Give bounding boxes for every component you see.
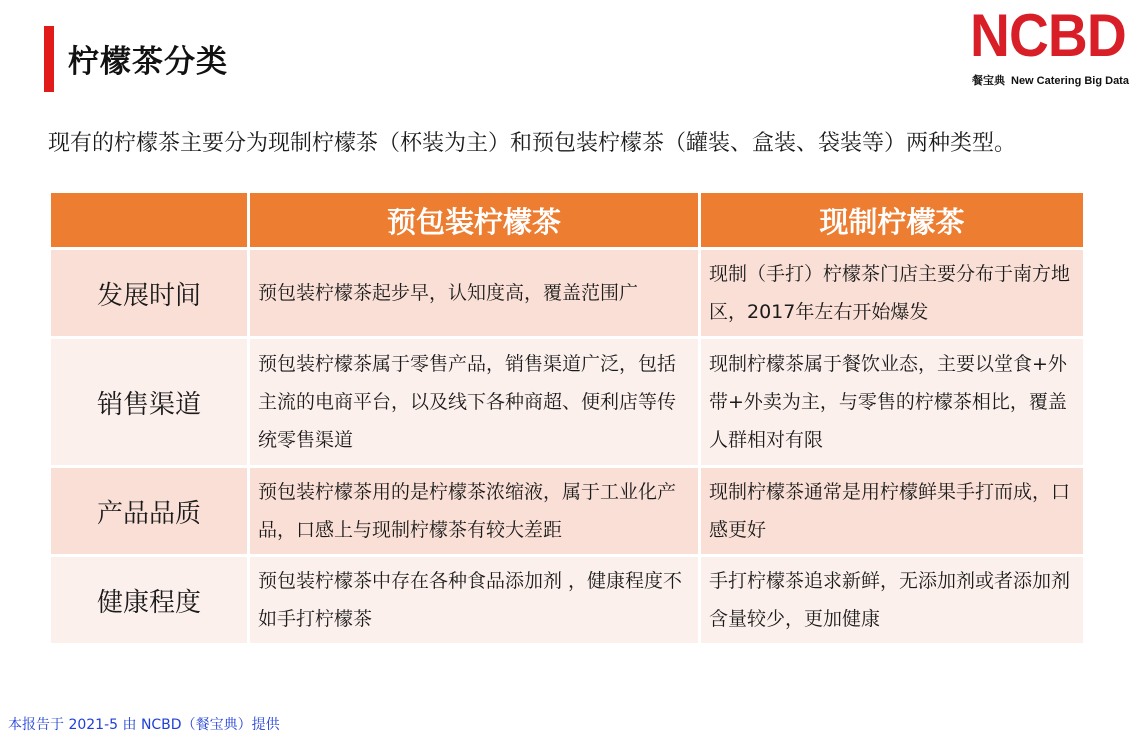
fresh-cell: 现制柠檬茶属于餐饮业态，主要以堂食+外带+外卖为主，与零售的柠檬茶相比，覆盖人群相对有限 xyxy=(701,339,1083,465)
header-corner xyxy=(51,193,247,247)
title-accent-bar xyxy=(44,26,54,92)
row-label: 健康程度 xyxy=(51,557,247,643)
table-header-row xyxy=(51,193,1083,247)
table-row xyxy=(51,250,1083,336)
table-row xyxy=(51,557,1083,643)
intro-text: 现有的柠檬茶主要分为现制柠檬茶（杯装为主）和预包装柠檬茶（罐装、盒装、袋装等）两种类型。 xyxy=(48,131,1017,156)
prepackaged-cell: 预包装柠檬茶起步早，认知度高，覆盖范围广 xyxy=(250,250,698,336)
row-label: 产品品质 xyxy=(51,468,247,554)
prepackaged-cell: 预包装柠檬茶属于零售产品，销售渠道广泛，包括主流的电商平台，以及线下各种商超、便利店等传统零售渠道 xyxy=(250,339,698,465)
row-label: 销售渠道 xyxy=(51,339,247,465)
fresh-cell: 现制柠檬茶通常是用柠檬鲜果手打而成，口感更好 xyxy=(701,468,1083,554)
header-prepackaged: 预包装柠檬茶 xyxy=(250,193,698,247)
fresh-cell: 手打柠檬茶追求新鲜，无添加剂或者添加剂含量较少，更加健康 xyxy=(701,557,1083,643)
logo-cn-name: 餐宝典 xyxy=(972,74,1005,87)
prepackaged-cell: 预包装柠檬茶用的是柠檬茶浓缩液，属于工业化产品，口感上与现制柠檬茶有较大差距 xyxy=(250,468,698,554)
logo-subtitle xyxy=(972,72,1129,88)
footer-note: 本报告于 2021-5 由 NCBD（餐宝典）提供 xyxy=(8,717,280,733)
prepackaged-cell: 预包装柠檬茶中存在各种食品添加剂 ，健康程度不如手打柠檬茶 xyxy=(250,557,698,643)
fresh-cell: 现制（手打）柠檬茶门店主要分布于南方地区，2017年左右开始爆发 xyxy=(701,250,1083,336)
row-label: 发展时间 xyxy=(51,250,247,336)
ncbd-logo xyxy=(970,2,1130,90)
header-fresh: 现制柠檬茶 xyxy=(701,193,1083,247)
logo-en-name: New Catering Big Data xyxy=(1011,75,1129,87)
table-row xyxy=(51,339,1083,465)
table-row xyxy=(51,468,1083,554)
comparison-table xyxy=(48,190,1086,646)
page-title: 柠檬茶分类 xyxy=(68,44,228,80)
logo-mark: NCBD xyxy=(970,2,1126,69)
